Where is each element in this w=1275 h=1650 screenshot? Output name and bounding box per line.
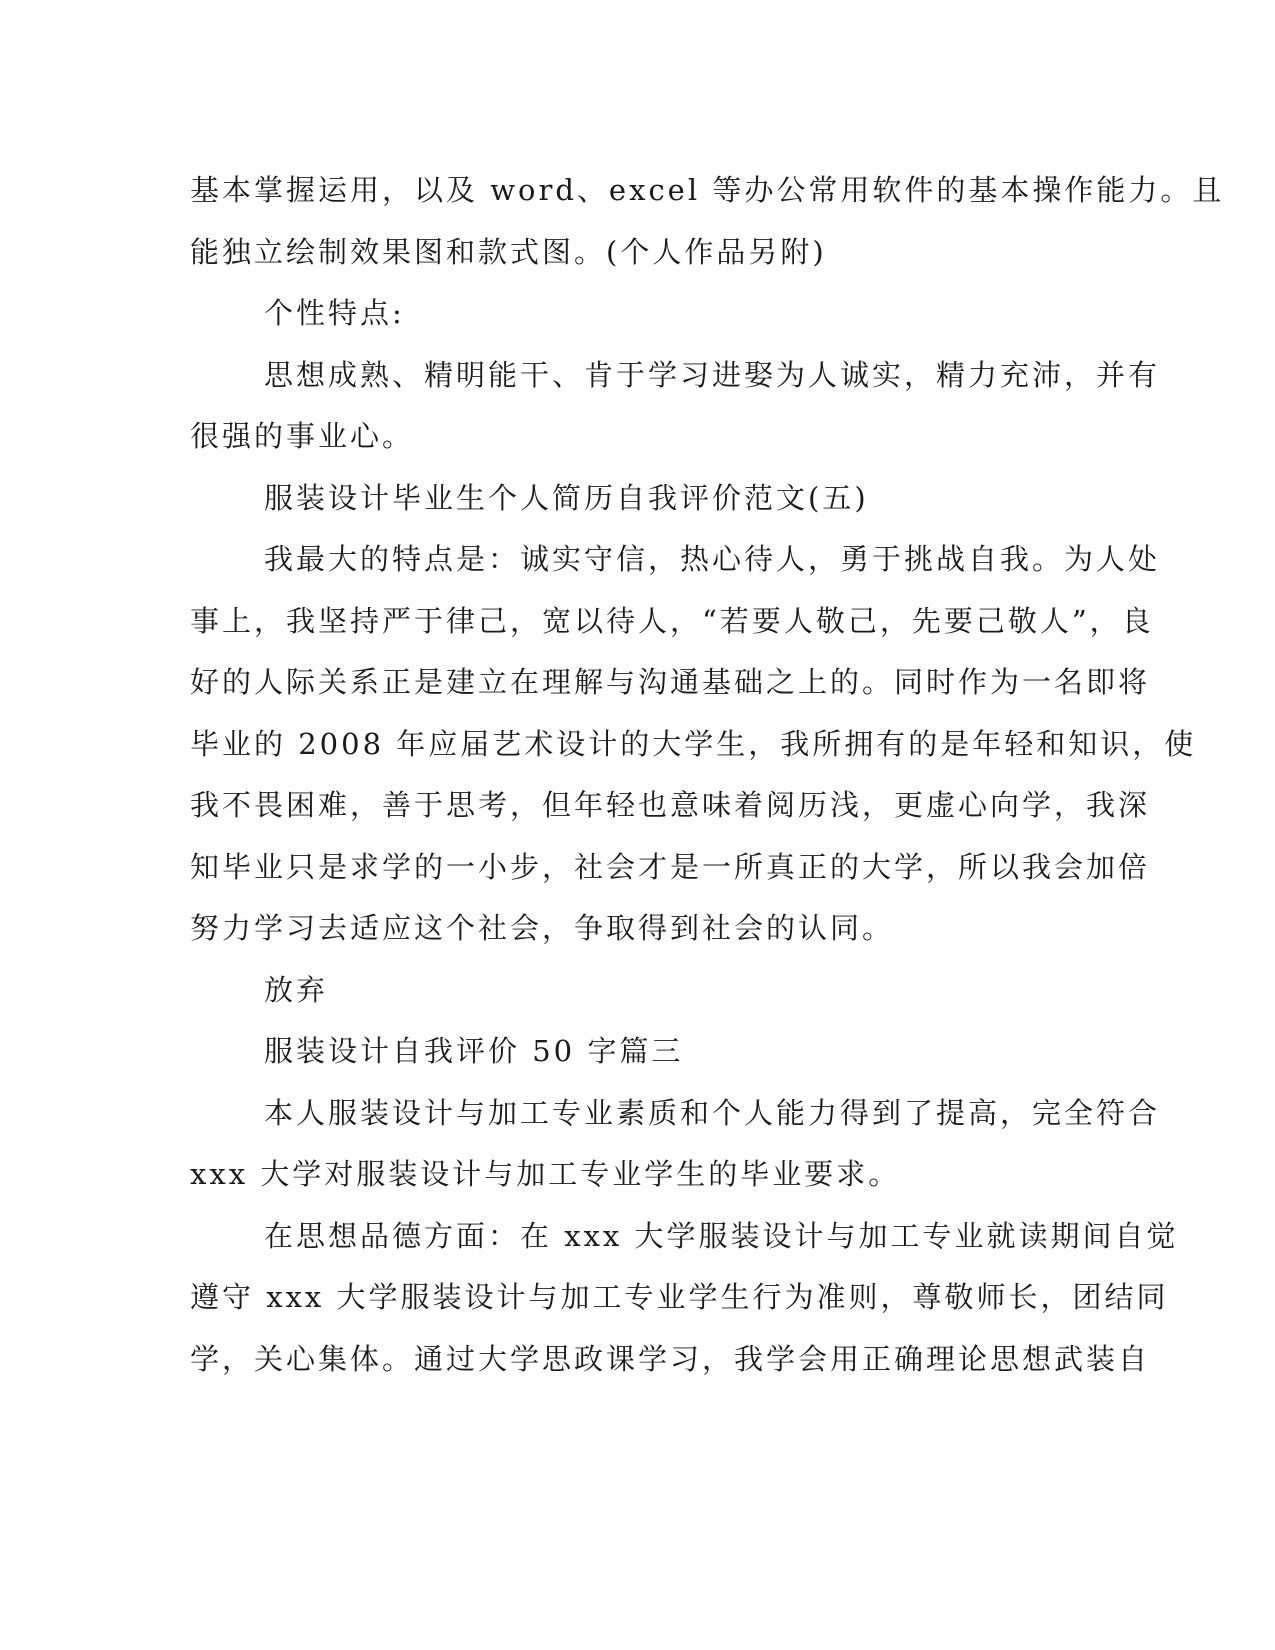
text-line: 本人服装设计与加工专业素质和个人能力得到了提高，完全符合 <box>264 1095 1161 1130</box>
text-line: 我最大的特点是：诚实守信，热心待人，勇于挑战自我。为人处 <box>264 542 1161 576</box>
text-line: 我不畏困难，善于思考，但年轻也意味着阅历浅，更虚心向学，我深 <box>190 788 1151 822</box>
text-line: 学，关心集体。通过大学思政课学习，我学会用正确理论思想武装自 <box>190 1341 1151 1376</box>
text-line: 事上，我坚持严于律己，宽以待人，“若要人敬己，先要己敬人”，良 <box>190 603 1154 638</box>
document-body <box>190 160 1225 1390</box>
section-heading-part-three: 服装设计自我评价 50 字篇三 <box>264 1034 684 1068</box>
text-line: 思想成熟、精明能干、肯于学习进娶为人诚实，精力充沛，并有 <box>264 357 1161 392</box>
text-line: 能独立绘制效果图和款式图。(个人作品另附) <box>190 234 827 269</box>
text-line: 放弃 <box>264 972 329 1007</box>
text-line: 很强的事业心。 <box>190 419 415 453</box>
text-line: 好的人际关系正是建立在理解与沟通基础之上的。同时作为一名即将 <box>190 665 1151 699</box>
text-line: xxx 大学对服装设计与加工专业学生的毕业要求。 <box>190 1157 901 1191</box>
section-heading-sample-five: 服装设计毕业生个人简历自我评价范文(五) <box>264 480 869 515</box>
text-line: 遵守 xxx 大学服装设计与加工专业学生行为准则，尊敬师长，团结同 <box>190 1280 1169 1314</box>
text-line: 在思想品德方面：在 xxx 大学服装设计与加工专业就读期间自觉 <box>264 1218 1179 1253</box>
text-line: 毕业的 2008 年应届艺术设计的大学生，我所拥有的是年轻和知识，使 <box>190 726 1197 761</box>
text-line: 基本掌握运用，以及 word、excel 等办公常用软件的基本操作能力。且 <box>190 173 1225 207</box>
text-line: 知毕业只是求学的一小步，社会才是一所真正的大学，所以我会加倍 <box>190 849 1151 884</box>
text-line: 努力学习去适应这个社会，争取得到社会的认同。 <box>190 911 895 945</box>
section-heading-personality: 个性特点: <box>264 296 405 330</box>
